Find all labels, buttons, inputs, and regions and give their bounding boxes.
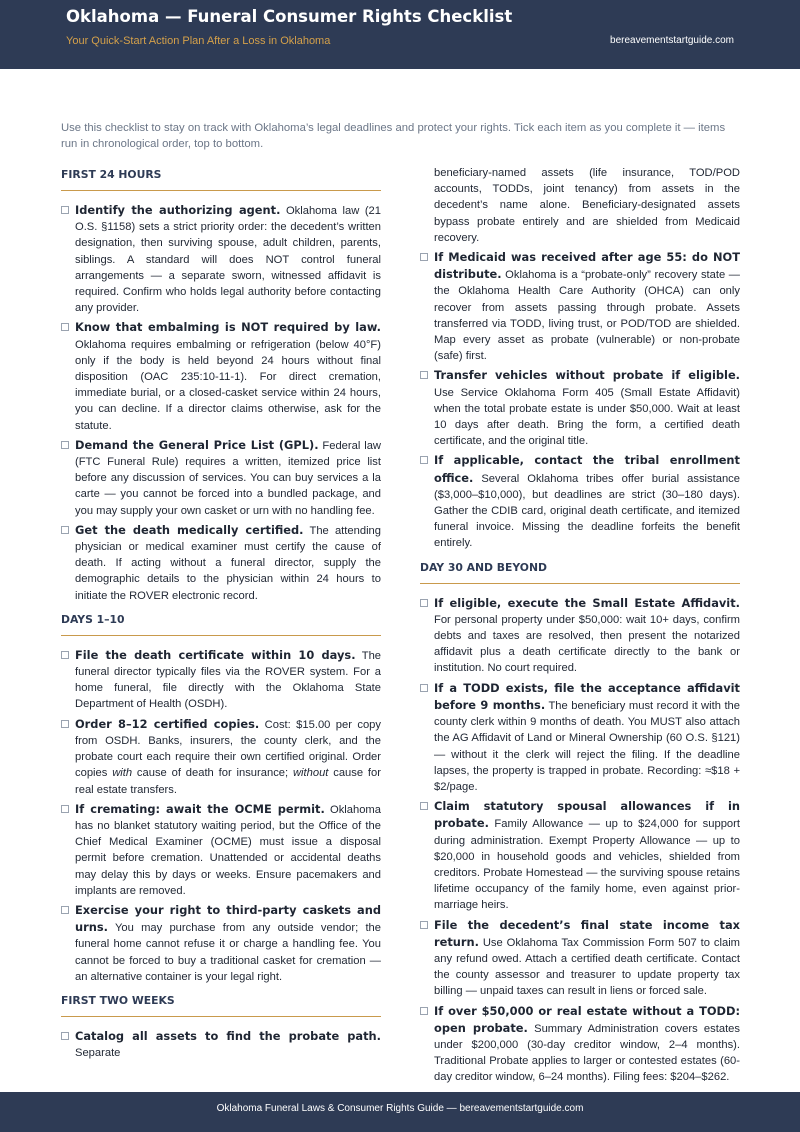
checklist-item: If over $50,000 or real estate without a TODD: open probate. Summary Administration covers estates under $200,000 (30-day creditor window, 2–4 months). Traditional Probate applies to larger or contested estates (60-day creditor window, 6–24 months). Filing fees: $204–$262.	[420, 1003, 740, 1086]
right-column	[420, 168, 740, 1089]
checkbox[interactable]	[420, 456, 428, 464]
left-column	[61, 168, 381, 1064]
checkbox[interactable]	[420, 802, 428, 810]
checklist-item: Know that embalming is NOT required by law. Oklahoma requires embalming or refrigeration (below 40°F) only if the body is held beyond 24 hours without final disposition (OAC 235:10-11-1). For direct cremation, immediate burial, or a closed-casket service within 24 hours, you can decline. If a director claims otherwise, ask for the statute.	[61, 319, 381, 433]
page-footer	[0, 1092, 800, 1132]
checklist-item: Transfer vehicles without probate if eligible. Use Service Oklahoma Form 405 (Small Estate Affidavit) when the total probate estate is under $50,000. Wait at least 10 days after death. Bring the form, a certified death certificate, and the original title.	[420, 367, 740, 449]
checklist-item-continuation: beneficiary-named assets (life insurance, TOD/POD accounts, TODDs, joint tenancy) from assets in the decedent’s name alone. Beneficiary-designated assets bypass probate entirely and are shielded from Medicaid recovery.	[434, 167, 740, 244]
checklist-item: Claim statutory spousal allowances if in probate. Family Allowance — up to $24,000 for support during administration. Exempt Property Allowance — up to $20,000 in household goods and vehicles, shielded from creditors. Probate Homestead — the surviving spouse retains lifetime occupancy of the family home, even against prior-marriage heirs.	[420, 798, 740, 913]
checklist-item: Order 8–12 certified copies. Cost: $15.00 per copy from OSDH. Banks, insurers, the county clerk, and the probate court each require their own certified original. Order copies with cause of death for insurance; without cause for real estate transfers.	[61, 716, 381, 798]
checkbox[interactable]	[420, 684, 428, 692]
checkbox[interactable]	[420, 921, 428, 929]
checklist-item: Identify the authorizing agent. Oklahoma law (21 O.S. §1158) sets a strict priority order: the decedent’s written designation, then surviving spouse, adult children, parents, siblings. A standard will does NOT control funeral arrangements — a separate sworn, witnessed affidavit is required. Confirm who holds legal authority before contacting any provider.	[61, 202, 381, 316]
section-heading-day-30-and-beyond: DAY 30 AND BEYOND	[420, 561, 740, 584]
checkbox[interactable]	[61, 1032, 69, 1040]
checkbox[interactable]	[61, 441, 69, 449]
checkbox[interactable]	[61, 805, 69, 813]
page-subtitle: Your Quick-Start Action Plan After a Loss in Oklahoma	[66, 35, 331, 47]
checklist-item: If a TODD exists, file the acceptance affidavit before 9 months. The beneficiary must record it with the county clerk within 9 months of death. You MUST also attach the AG Affidavit of Land or Mineral Ownership (60 O.S. §121) — without it the clerk will reject the filing. If the deadline lapses, the property is trapped in probate. Recording: ≈$18 + $2/page.	[420, 680, 740, 795]
checklist-item: If eligible, execute the Small Estate Affidavit. For personal property under $50,000: wait 10+ days, confirm debts and taxes are resolved, then present the notarized affidavit plus a death certificate directly to the bank or institution. No court required.	[420, 595, 740, 677]
checkbox[interactable]	[420, 253, 428, 261]
checkbox[interactable]	[420, 371, 428, 379]
checklist-item: Exercise your right to third-party caskets and urns. You may purchase from any outside vendor; the funeral home cannot refuse it or charge a handling fee. You cannot be forced to buy a traditional casket for cremation — an alternative container is your legal right.	[61, 902, 381, 985]
checkbox[interactable]	[61, 526, 69, 534]
checkbox[interactable]	[61, 720, 69, 728]
checkbox[interactable]	[420, 1007, 428, 1015]
checkbox[interactable]	[61, 651, 69, 659]
page-header	[0, 0, 800, 69]
footer-text: Oklahoma Funeral Laws & Consumer Rights Guide — bereavementstartguide.com	[216, 1103, 584, 1114]
section-heading-first-two-weeks: FIRST TWO WEEKS	[61, 994, 381, 1017]
section-heading-days-1-10: DAYS 1–10	[61, 613, 381, 636]
checkbox[interactable]	[61, 323, 69, 331]
checkbox[interactable]	[61, 206, 69, 214]
checklist-item: File the decedent’s final state income tax return. Use Oklahoma Tax Commission Form 507 to claim any refund owed. Attach a certified death certificate. Contact the county assessor and treasurer to update property tax billing — unpaid taxes can result in liens or forced sale.	[420, 917, 740, 1000]
checklist-item: Get the death medically certified. The attending physician or medical examiner must certify the cause of death. If acting without a funeral director, supply the demographic details to the physician within 24 hours to initiate the ROVER electronic record.	[61, 522, 381, 604]
checkbox[interactable]	[420, 599, 428, 607]
section-heading-first-24-hours: FIRST 24 HOURS	[61, 168, 381, 191]
checklist-item: Catalog all assets to find the probate path. Separate	[61, 1028, 381, 1061]
checklist-item: If Medicaid was received after age 55: do NOT distribute. Oklahoma is a “probate-only” recovery state — the Oklahoma Health Care Authority (OHCA) can only recover from assets passing through probate. Assets transferred via TODD, living trust, or POD/TOD are shielded. Map every asset as probate (vulnerable) or non-probate (safe) first.	[420, 249, 740, 364]
checkbox[interactable]	[61, 906, 69, 914]
intro-text: Use this checklist to stay on track with Oklahoma’s legal deadlines and protect your rights. Tick each item as you complete it — items run in chronological order, top to bottom.	[61, 122, 726, 150]
header-site-link[interactable]: bereavementstartguide.com	[610, 35, 734, 46]
checklist-item: File the death certificate within 10 days. The funeral director typically files via the ROVER system. For a home funeral, file directly with the Oklahoma State Department of Health (OSDH).	[61, 647, 381, 713]
checklist-item: If applicable, contact the tribal enrollment office. Several Oklahoma tribes offer burial assistance ($3,000–$10,000), but deadlines are strict (30–180 days). Gather the CDIB card, original death certificate, and itemized funeral invoice. Missing the deadline forfeits the benefit entirely.	[420, 452, 740, 551]
checklist-item: Demand the General Price List (GPL). Federal law (FTC Funeral Rule) requires a written, itemized price list before any discussion of services. You can buy services a la carte — you cannot be forced into a bundled package, and you may supply your own casket or urn with no handling fee.	[61, 437, 381, 519]
checklist-item: If cremating: await the OCME permit. Oklahoma has no blanket statutory waiting period, but the Office of the Chief Medical Examiner (OCME) must issue a disposal permit before cremation. Unattended or accidental deaths may delay this by days or weeks. Ensure pacemakers and implants are removed.	[61, 801, 381, 899]
page-title: Oklahoma — Funeral Consumer Rights Checklist	[66, 7, 513, 26]
